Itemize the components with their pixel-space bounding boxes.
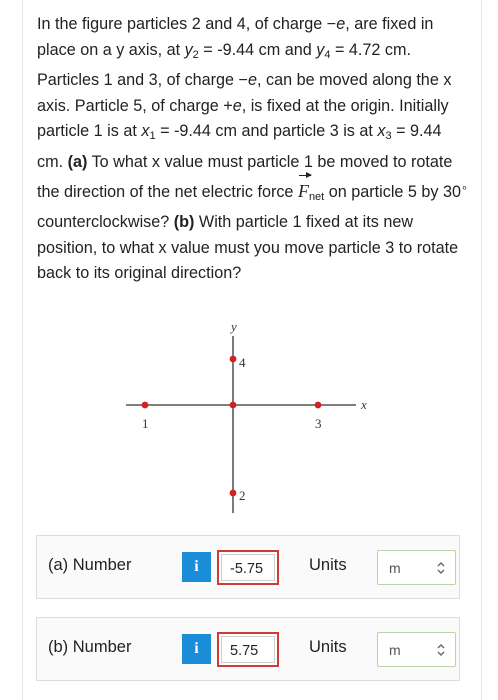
question-text: In the figure particles 2 and 4, of charge −e, are fixed in place on a y axis, at $y_2 = -9.44$ cm and $y_4 = 4.72$ cm. Particles 1 and 3, of charge −e, can be moved along the x axis. Particle 5, of charge +e, is fixed at the origin. Initially particle 1 is at $x_1 = -9.44$ cm and particle 3 is at $x_3 = 9.44$ cm. (a) To what x value must particle 1 be moved to rotate the direction of the net electric force $F_{net}$ on particle 5 by 30∘ counterclockwise? (b) With particle 1 fixed at its new position, to what x value must you move particle 3 to rotate back to its original direction? xyxy=(37,15,468,283)
answer-b-units-label: Units xyxy=(309,638,347,656)
info-icon[interactable]: i xyxy=(182,634,211,664)
answer-row-b xyxy=(36,617,460,681)
answer-b-units-select[interactable] xyxy=(377,632,456,667)
answer-b-number-input[interactable] xyxy=(217,632,279,667)
answer-b-value[interactable]: 5.75 xyxy=(221,636,275,663)
particle-4 xyxy=(230,356,237,363)
updown-chevron-icon xyxy=(435,643,447,657)
particle-4-label: 4 xyxy=(239,355,246,370)
particle-5 xyxy=(230,402,237,409)
answer-a-number-input[interactable] xyxy=(217,550,279,585)
x-axis-label: x xyxy=(361,397,367,412)
answer-a-unit-value: m xyxy=(389,560,401,576)
info-icon[interactable]: i xyxy=(182,552,211,582)
particle-2 xyxy=(230,490,237,497)
updown-chevron-icon xyxy=(435,561,447,575)
answer-b-label: (b) Number xyxy=(48,638,132,656)
answer-a-units-label: Units xyxy=(309,556,347,574)
y-axis-label: y xyxy=(231,319,237,334)
net-force-vector-symbol: F xyxy=(298,179,309,205)
answer-row-a xyxy=(36,535,460,599)
answer-b-unit-value: m xyxy=(389,642,401,658)
answer-a-value[interactable]: -5.75 xyxy=(221,554,275,581)
answer-a-units-select[interactable] xyxy=(377,550,456,585)
particle-1-label: 1 xyxy=(142,416,149,431)
particle-3-label: 3 xyxy=(315,416,322,431)
particle-1 xyxy=(142,402,149,409)
answer-a-label: (a) Number xyxy=(48,556,132,574)
particle-3 xyxy=(315,402,322,409)
particle-2-label: 2 xyxy=(239,488,246,503)
